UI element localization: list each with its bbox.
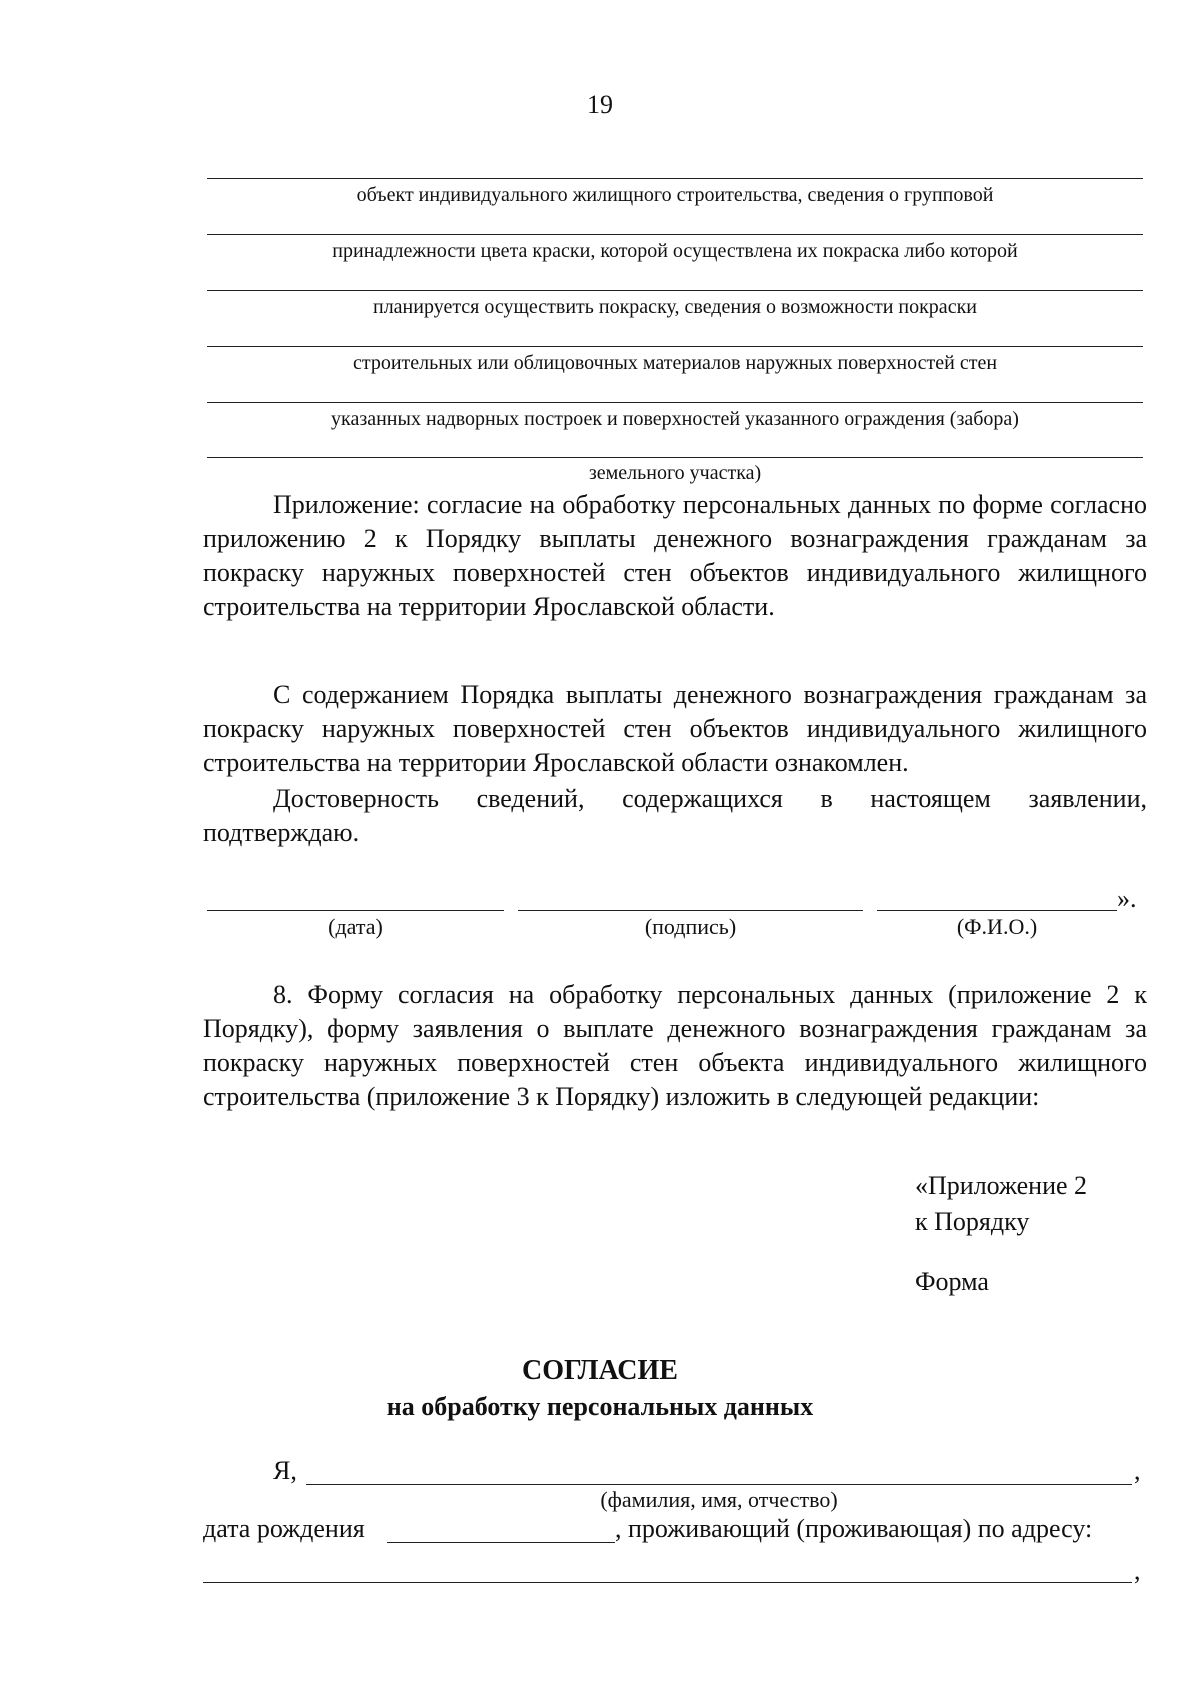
fio-caption: (Ф.И.О.)	[956, 914, 1038, 939]
signature-caption: (подпись)	[644, 914, 737, 939]
form-caption: земельного участка)	[588, 462, 762, 484]
fio-line	[877, 910, 1117, 911]
form-field-line	[207, 234, 1143, 235]
birth-date-line	[387, 1542, 615, 1543]
form-field-line	[207, 402, 1143, 403]
date-line	[207, 910, 504, 911]
form-caption: указанных надворных построек и поверхностей указанного ограждения (забора)	[331, 408, 1019, 430]
form-field-line	[207, 290, 1143, 291]
i-label: Я,	[273, 1456, 297, 1485]
address-line	[203, 1582, 1132, 1583]
full-name-caption: (фамилия, имя, отчество)	[600, 1487, 838, 1512]
appendix-order-label: к Порядку	[915, 1207, 1030, 1236]
signature-line	[518, 910, 863, 911]
familiarized-paragraph: С содержанием Порядка выплаты денежного вознаграждения гражданам за покраску наружных поверхностей стен объектов индивидуального жилищного строительства на территории Ярославской области ознакомлен.	[203, 680, 1147, 777]
form-caption: планируется осуществить покраску, сведения о возможности покраски	[373, 296, 977, 318]
form-caption: объект индивидуального жилищного строительства, сведения о групповой	[356, 184, 994, 206]
form-field-line	[207, 346, 1143, 347]
appendix-label: «Приложение 2	[915, 1171, 1088, 1200]
item-8-paragraph: 8. Форму согласия на обработку персональных данных (приложение 2 к Порядку), форму заявления о выплате денежного вознаграждения гражданам за покраску наружных поверхностей стен объекта индивидуального жилищного строительства (приложение 3 к Порядку) изложить в следующей редакции:	[203, 980, 1147, 1111]
birth-date-label: дата рождения	[203, 1514, 365, 1543]
closing-quote: ».	[1117, 884, 1137, 913]
consent-subtitle: на обработку персональных данных	[386, 1392, 814, 1421]
name-comma: ,	[1134, 1456, 1141, 1485]
address-label: , проживающий (проживающая) по адресу:	[615, 1514, 1093, 1543]
full-name-line	[306, 1484, 1132, 1485]
form-caption: строительных или облицовочных материалов наружных поверхностей стен	[352, 352, 998, 374]
date-caption: (дата)	[328, 914, 383, 939]
address-comma: ,	[1134, 1556, 1141, 1585]
form-label: Форма	[915, 1267, 989, 1296]
form-field-line	[207, 178, 1143, 179]
page-number: 19	[587, 90, 613, 119]
form-field-line	[207, 457, 1143, 458]
attachment-paragraph: Приложение: согласие на обработку персональных данных по форме согласно приложению 2 к Порядку выплаты денежного вознаграждения гражданам за покраску наружных поверхностей стен объектов индивидуального жилищного строительства на территории Ярославской области.	[203, 490, 1147, 621]
form-caption: принадлежности цвета краски, которой осуществлена их покраска либо которой	[332, 240, 1018, 262]
consent-title: СОГЛАСИЕ	[522, 1355, 678, 1386]
confirm-paragraph: Достоверность сведений, содержащихся в настоящем заявлении, подтверждаю.	[203, 784, 1147, 847]
